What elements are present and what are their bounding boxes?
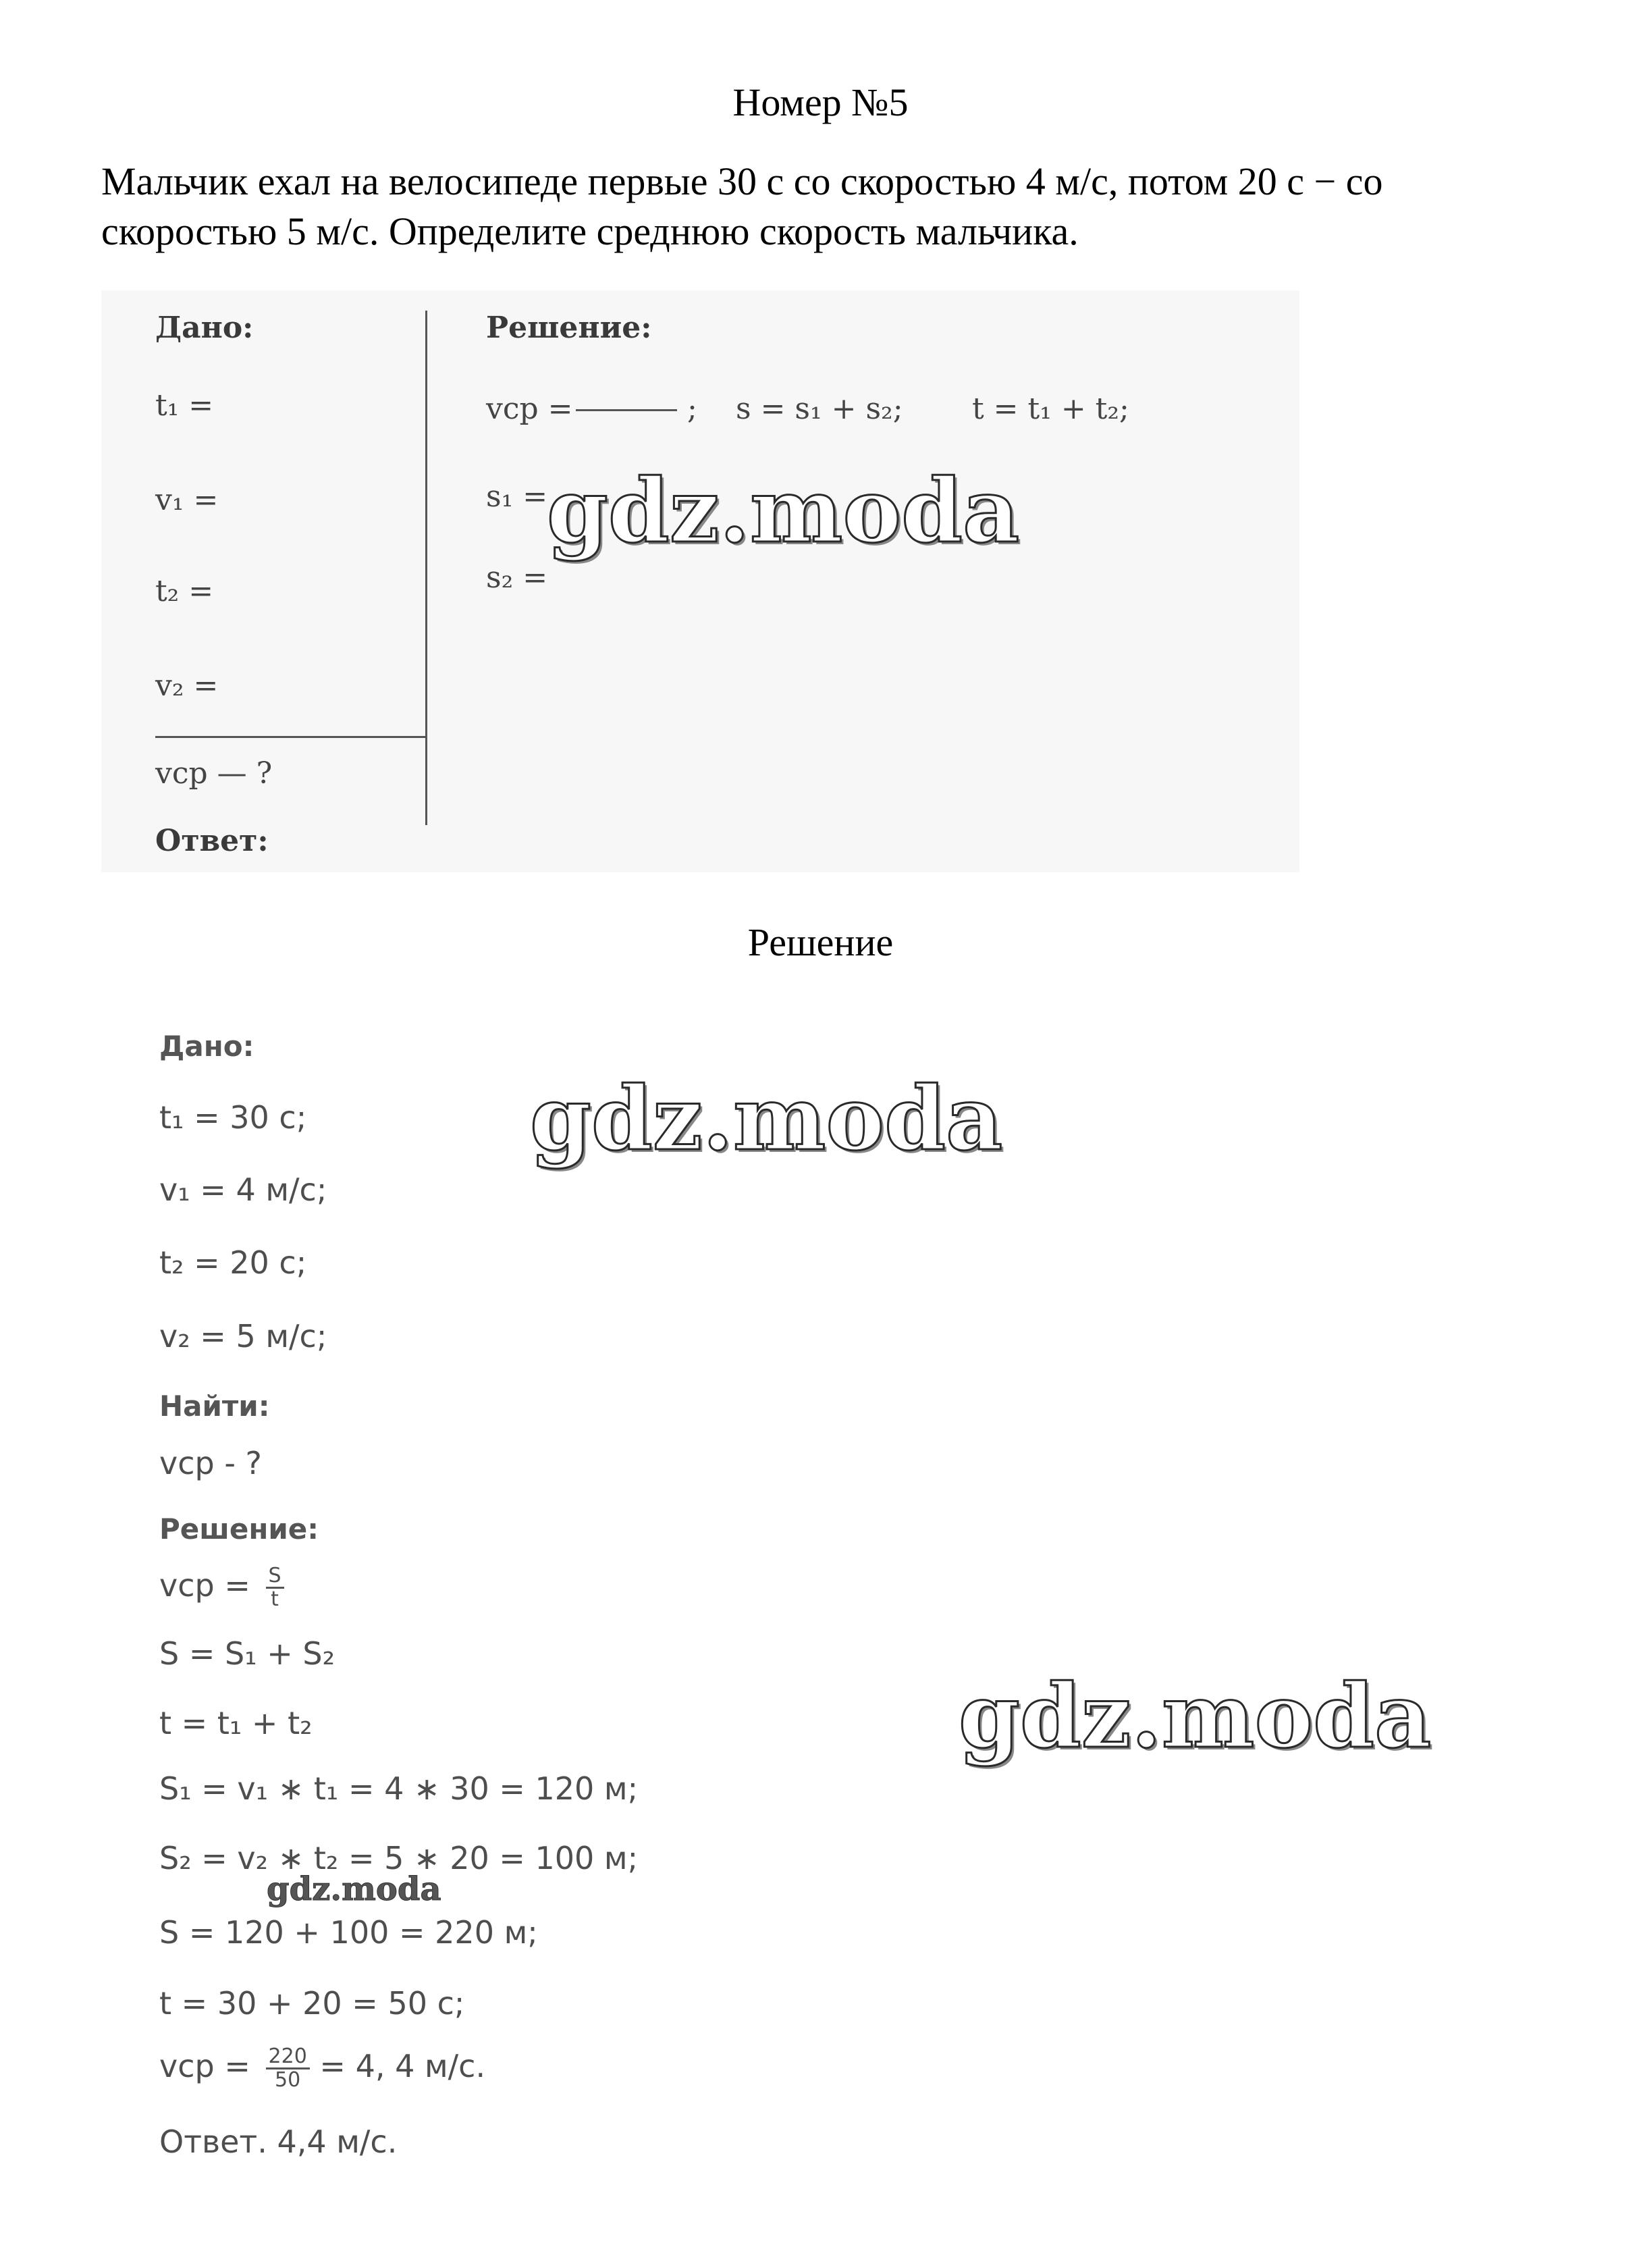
watermark: gdz.moda [267,1870,441,1908]
solution-given-v2: v₂ = 5 м/с; [159,1318,327,1354]
template-fraction-line [576,409,677,411]
formula-v-numerator: S [266,1565,284,1589]
solution-given-title: Дано: [159,1030,254,1063]
formula-v-fraction [266,1565,284,1610]
template-horizontal-divider [155,736,427,738]
template-formula-v-end: ; [687,392,697,426]
template-given-v1: v₁ = [155,483,219,517]
solution-formula-s1: S₁ = v₁ ∗ t₁ = 4 ∗ 30 = 120 м; [159,1770,639,1807]
template-given-title: Дано: [155,311,254,345]
solution-formula-t: t = t₁ + t₂ [159,1705,313,1741]
template-given-v2: v₂ = [155,668,219,703]
template-answer: Ответ: [155,824,269,858]
template-vertical-divider [425,311,427,825]
watermark: gdz.moda [959,1664,1432,1768]
template-formula-v: vср = [486,392,573,426]
solution-heading: Решение [747,920,894,964]
solution-answer: Ответ. 4,4 м/с. [159,2124,398,2160]
solution-formula-s: S = S₁ + S₂ [159,1635,335,1672]
solution-find: vср - ? [159,1445,262,1481]
watermark: gdz.moda [530,1067,1003,1170]
result-denominator: 50 [275,2068,301,2092]
solution-formula-v [159,1565,284,1610]
template-solution-title: Решение: [486,311,652,345]
template-formula-t: t = t₁ + t₂; [972,392,1129,426]
problem-text: Мальчик ехал на велосипеде первые 30 с со скоростью 4 м/с, потом 20 с − со скоростью 5 м/с. Определите среднюю скорость мальчика. [101,159,1383,253]
solution-given-t1: t₁ = 30 с; [159,1099,307,1136]
template-s1: s₁ = [486,479,548,514]
solution-formula-s-total: S = 120 + 100 = 220 м; [159,1914,538,1951]
solution-find-title: Найти: [159,1390,270,1423]
template-find: vср — ? [155,756,273,791]
template-given-t1: t₁ = [155,388,214,423]
formula-v-denominator: t [271,1587,279,1611]
result-left: vср = [159,2048,250,2084]
formula-v-left: vср = [159,1567,250,1604]
template-given-t2: t₂ = [155,574,214,608]
solution-title: Решение: [159,1512,319,1546]
template-formula-s: s = s₁ + s₂; [736,392,903,426]
solution-formula-v-result [159,2046,485,2091]
page-heading: Номер №5 [732,80,909,124]
template-s2: s₂ = [486,560,548,595]
blank-template [101,290,1299,872]
solution-given-t2: t₂ = 20 с; [159,1244,307,1281]
solution-formula-t-total: t = 30 + 20 = 50 с; [159,1985,465,2022]
solution-given-v1: v₁ = 4 м/с; [159,1171,327,1208]
result-fraction [266,2046,310,2091]
result-numerator: 220 [266,2046,310,2069]
solution-formula-s2: S₂ = v₂ ∗ t₂ = 5 ∗ 20 = 100 м; [159,1840,639,1876]
result-right: = 4, 4 м/с. [319,2048,486,2084]
watermark: gdz.moda [547,459,1020,562]
